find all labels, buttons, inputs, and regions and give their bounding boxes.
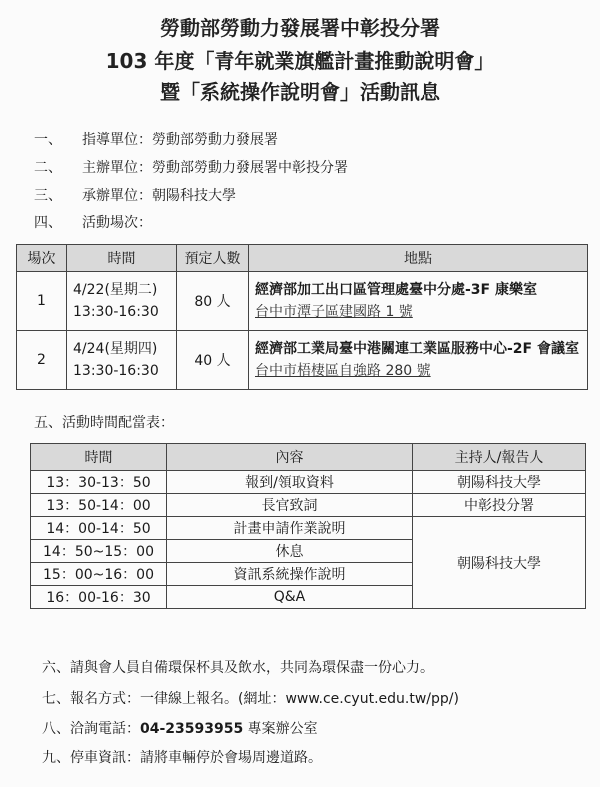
note-parking — [42, 747, 322, 767]
header-session: 場次 — [17, 245, 67, 272]
table-row — [31, 494, 586, 517]
schedule-heading: 五、活動時間配當表： — [34, 415, 174, 431]
schedule-time: 14：00-14：50 — [31, 517, 167, 540]
note-text: 停車資訊：請將車輛停於會場周邊道路。 — [70, 750, 322, 766]
session-location — [249, 272, 588, 331]
header-location: 地點 — [249, 245, 588, 272]
session-number: 1 — [17, 272, 67, 331]
title-line-3: 暨「系統操作說明會」活動訊息 — [160, 80, 440, 104]
session-date: 4/24(星期四) — [73, 341, 158, 357]
schedule-time: 16：00-16：30 — [31, 586, 167, 609]
session-hours: 13:30-16:30 — [73, 363, 159, 379]
schedule-content: 長官致詞 — [167, 494, 413, 517]
location-name: 經濟部工業局臺中港關連工業區服務中心-2F 會議室 — [255, 341, 579, 357]
contact-phone: 04-23593955 — [140, 721, 244, 737]
session-hours: 13:30-16:30 — [73, 304, 159, 320]
location-name: 經濟部加工出口區管理處臺中分處-3F 康樂室 — [255, 282, 537, 298]
session-date: 4/22(星期二) — [73, 282, 158, 298]
item-label: 指導單位：勞動部勞動力發展署 — [82, 132, 278, 148]
schedule-host-merged: 朝陽科技大學 — [413, 517, 586, 609]
note-number: 八、 — [42, 721, 70, 737]
schedule-time: 15：00~16：00 — [31, 563, 167, 586]
session-attendance: 40 人 — [177, 331, 249, 390]
schedule-content: 計畫申請作業說明 — [167, 517, 413, 540]
item-guidance-unit — [34, 129, 278, 149]
item-number: 三、 — [34, 188, 62, 204]
session-attendance: 80 人 — [177, 272, 249, 331]
session-number: 2 — [17, 331, 67, 390]
schedule-content: 休息 — [167, 540, 413, 563]
table-row — [31, 471, 586, 494]
note-suffix: 專案辦公室 — [243, 721, 318, 737]
item-label: 主辦單位：勞動部勞動力發展署中彰投分署 — [82, 160, 348, 176]
note-number: 九、 — [42, 750, 70, 766]
item-label: 活動場次： — [82, 215, 152, 231]
table-row — [17, 272, 588, 331]
header-time: 時間 — [31, 444, 167, 471]
header-time: 時間 — [67, 245, 177, 272]
item-number: 一、 — [34, 132, 62, 148]
venue-table — [16, 244, 588, 390]
schedule-time: 13：50-14：00 — [31, 494, 167, 517]
note-text: 請與會人員自備環保杯具及飲水，共同為環保盡一份心力。 — [70, 660, 434, 676]
header-attendance: 預定人數 — [177, 245, 249, 272]
note-number: 七、 — [42, 691, 70, 707]
item-label: 承辦單位：朝陽科技大學 — [82, 188, 236, 204]
schedule-time: 13：30-13：50 — [31, 471, 167, 494]
header-host: 主持人/報告人 — [413, 444, 586, 471]
item-organizer — [34, 157, 348, 177]
schedule-content: 資訊系統操作說明 — [167, 563, 413, 586]
table-header-row — [31, 444, 586, 471]
table-row — [17, 331, 588, 390]
item-executor — [34, 185, 236, 205]
schedule-time: 14：50~15：00 — [31, 540, 167, 563]
item-number: 四、 — [34, 215, 62, 231]
note-prefix: 洽詢電話： — [70, 721, 140, 737]
table-header-row — [17, 245, 588, 272]
item-sessions — [34, 212, 152, 232]
header-content: 內容 — [167, 444, 413, 471]
note-eco — [42, 657, 434, 677]
session-location — [249, 331, 588, 390]
title-line-1: 勞動部勞動力發展署中彰投分署 — [160, 16, 440, 40]
schedule-host: 朝陽科技大學 — [413, 471, 586, 494]
table-row — [31, 517, 586, 540]
note-text: 報名方式：一律線上報名。(網址：www.ce.cyut.edu.tw/pp/) — [70, 691, 459, 707]
note-number: 六、 — [42, 660, 70, 676]
schedule-table — [30, 443, 586, 609]
note-contact — [42, 718, 318, 738]
session-time — [67, 331, 177, 390]
location-address: 台中市潭子區建國路 1 號 — [255, 304, 413, 320]
schedule-content: 報到/領取資料 — [167, 471, 413, 494]
session-time — [67, 272, 177, 331]
schedule-host: 中彰投分署 — [413, 494, 586, 517]
title-line-2: 103 年度「青年就業旗艦計畫推動說明會」 — [105, 49, 495, 73]
note-registration — [42, 688, 459, 708]
item-number: 二、 — [34, 160, 62, 176]
location-address: 台中市梧棲區自強路 280 號 — [255, 363, 431, 379]
schedule-content: Q&A — [167, 586, 413, 609]
